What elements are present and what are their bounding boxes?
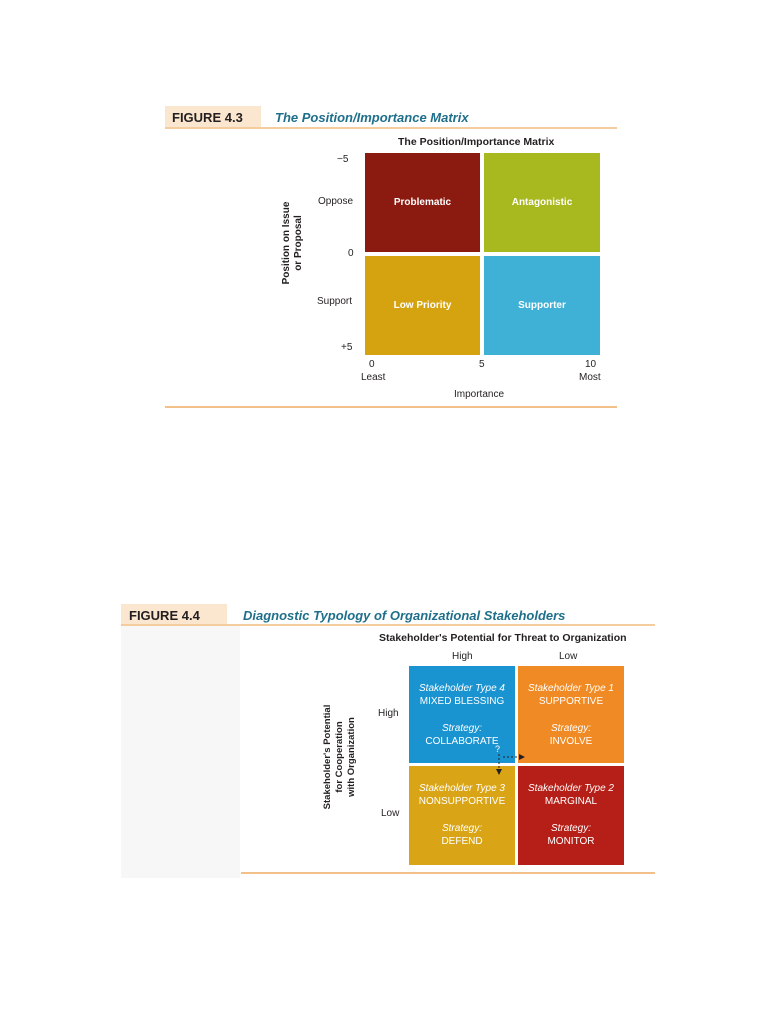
cooperation-axis-title-line1: Stakeholder's Potential	[322, 704, 333, 810]
cell-supportive-type: Stakeholder Type 1	[528, 683, 614, 694]
arrow-question-mark: ?	[495, 744, 501, 754]
cell-marginal-name: MARGINAL	[544, 796, 598, 807]
cooperation-axis-title-line3: with Organization	[346, 717, 357, 797]
y-tick-support: Support	[317, 296, 353, 307]
y-tick-minus5: −5	[337, 154, 349, 165]
cooperation-axis-title-line2: for Cooperation	[334, 721, 345, 793]
y-tick-plus5: +5	[341, 342, 353, 353]
figure-4-3-bottom-rule	[165, 406, 617, 408]
chart-title: The Position/Importance Matrix	[398, 136, 555, 148]
threat-high-label: High	[452, 651, 473, 662]
quadrant-low-priority-label: Low Priority	[393, 300, 452, 311]
cell-mixed-blessing-type: Stakeholder Type 4	[419, 683, 505, 694]
y-tick-oppose: Oppose	[318, 196, 354, 207]
cooperation-low-label: Low	[381, 808, 400, 819]
quadrant-antagonistic-label: Antagonistic	[511, 197, 573, 208]
cell-nonsupportive-strategy-label: Strategy:	[441, 823, 483, 834]
figure-4-3-caption: The Position/Importance Matrix	[275, 110, 469, 125]
quadrant-problematic	[365, 153, 480, 252]
y-axis-label-line2: or Proposal	[293, 215, 304, 271]
threat-axis-title: Stakeholder's Potential for Threat to Organization	[379, 632, 627, 644]
cell-mixed-blessing-strategy: COLLABORATE	[425, 736, 499, 747]
figure-4-4-bottom-rule	[241, 872, 655, 874]
cell-mixed-blessing-name: MIXED BLESSING	[419, 696, 505, 707]
cell-marginal-strategy: MONITOR	[547, 836, 595, 847]
x-tick-5: 5	[479, 359, 485, 370]
cell-supportive	[518, 666, 624, 763]
x-axis-label: Importance	[454, 389, 505, 400]
cell-supportive-name: SUPPORTIVE	[538, 696, 604, 707]
cell-marginal	[518, 766, 624, 865]
quadrant-problematic-label: Problematic	[393, 197, 452, 208]
transition-arrows-graphic	[486, 744, 532, 784]
cell-nonsupportive-type: Stakeholder Type 3	[419, 783, 505, 794]
arrow-right-head	[519, 754, 525, 760]
figure-4-3-number: FIGURE 4.3	[172, 110, 243, 125]
cell-marginal-strategy-label: Strategy:	[550, 823, 592, 834]
quadrant-low-priority	[365, 256, 480, 355]
cooperation-axis-title	[322, 702, 360, 812]
x-tick-most: Most	[579, 372, 601, 383]
quadrant-supporter	[484, 256, 600, 355]
cell-supportive-strategy-label: Strategy:	[550, 723, 592, 734]
y-axis-label-line1: Position on Issue	[281, 201, 292, 285]
figure-4-3-top-rule	[165, 127, 617, 129]
x-tick-0: 0	[369, 359, 375, 370]
threat-low-label: Low	[559, 651, 578, 662]
transition-arrows	[486, 744, 532, 784]
cell-nonsupportive-name: NONSUPPORTIVE	[418, 796, 506, 807]
figure-4-4-side-panel	[121, 626, 240, 878]
quadrant-supporter-label: Supporter	[518, 300, 566, 311]
arrow-down-head	[496, 769, 502, 775]
y-tick-zero: 0	[348, 248, 354, 259]
cell-nonsupportive-strategy: DEFEND	[441, 836, 483, 847]
cooperation-high-label: High	[378, 708, 399, 719]
y-axis-label	[281, 188, 307, 298]
x-tick-least: Least	[361, 372, 386, 383]
cell-mixed-blessing-strategy-label: Strategy:	[441, 723, 483, 734]
figure-4-4-caption: Diagnostic Typology of Organizational Stakeholders	[243, 608, 566, 623]
cell-marginal-type: Stakeholder Type 2	[528, 783, 614, 794]
quadrant-antagonistic	[484, 153, 600, 252]
figure-4-4-number: FIGURE 4.4	[129, 608, 200, 623]
cell-supportive-strategy: INVOLVE	[549, 736, 593, 747]
x-tick-10: 10	[585, 359, 597, 370]
